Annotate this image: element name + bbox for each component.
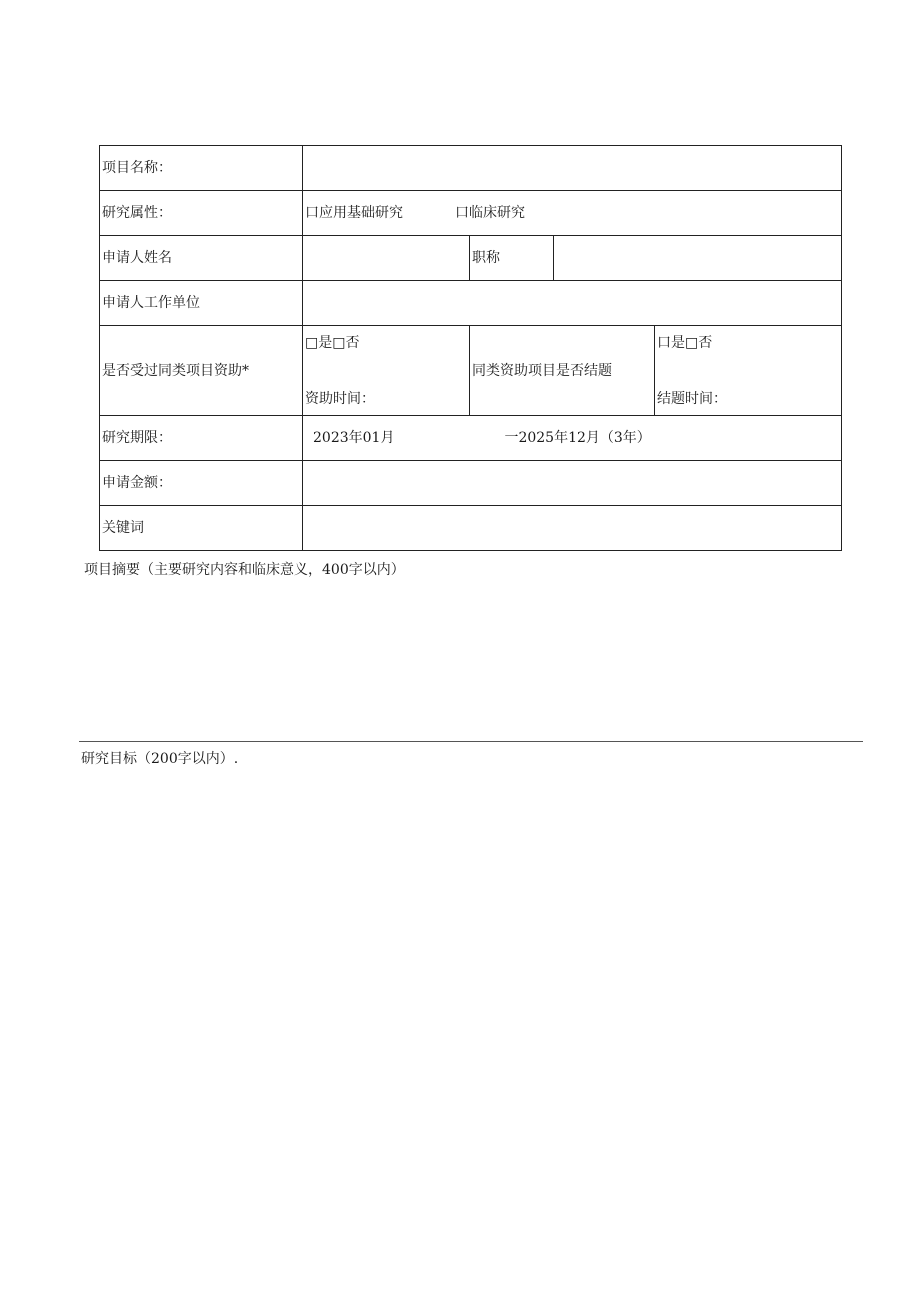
objective-heading: 研究目标（200字以内）. bbox=[81, 751, 239, 767]
applicant-name-field[interactable] bbox=[303, 236, 470, 281]
concluded-cell bbox=[655, 326, 842, 416]
row-amount bbox=[100, 461, 842, 506]
application-form-table bbox=[99, 145, 842, 551]
keywords-label: 关键词 bbox=[100, 506, 303, 551]
period-field[interactable] bbox=[303, 416, 842, 461]
row-work-unit bbox=[100, 281, 842, 326]
abstract-heading: 项目摘要（主要研究内容和临床意义，400字以内） bbox=[84, 562, 405, 578]
research-attr-label: 研究属性： bbox=[100, 191, 303, 236]
keywords-field[interactable] bbox=[303, 506, 842, 551]
project-name-label: 项目名称： bbox=[100, 146, 303, 191]
funded-label: 是否受过同类项目资助* bbox=[100, 326, 303, 416]
concluded-yes-no-checkbox[interactable]: 口是□否 bbox=[657, 334, 713, 351]
amount-field[interactable] bbox=[303, 461, 842, 506]
work-unit-label: 申请人工作单位 bbox=[100, 281, 303, 326]
row-funding-history bbox=[100, 326, 842, 416]
applicant-name-label: 申请人姓名 bbox=[100, 236, 303, 281]
research-attr-options bbox=[303, 191, 842, 236]
funding-time-label: 资助时间： bbox=[305, 390, 375, 407]
title-label: 职称 bbox=[470, 236, 554, 281]
period-end: 一2025年12月（3年） bbox=[504, 430, 651, 446]
funded-yes-no-checkbox[interactable]: □是□否 bbox=[305, 334, 360, 351]
conclusion-time-label: 结题时间： bbox=[657, 390, 727, 407]
section-divider bbox=[79, 741, 863, 742]
project-name-field[interactable] bbox=[303, 146, 842, 191]
period-start: 2023年01月 bbox=[313, 430, 395, 446]
row-keywords bbox=[100, 506, 842, 551]
work-unit-field[interactable] bbox=[303, 281, 842, 326]
clinical-research-checkbox[interactable]: 口临床研究 bbox=[455, 205, 525, 221]
funded-cell bbox=[303, 326, 470, 416]
row-research-attribute bbox=[100, 191, 842, 236]
row-research-period bbox=[100, 416, 842, 461]
period-label: 研究期限： bbox=[100, 416, 303, 461]
concluded-label: 同类资助项目是否结题 bbox=[470, 326, 655, 416]
row-project-name bbox=[100, 146, 842, 191]
title-field[interactable] bbox=[554, 236, 842, 281]
applied-basic-research-checkbox[interactable]: 口应用基础研究 bbox=[305, 205, 403, 221]
amount-label: 申请金额： bbox=[100, 461, 303, 506]
row-applicant bbox=[100, 236, 842, 281]
